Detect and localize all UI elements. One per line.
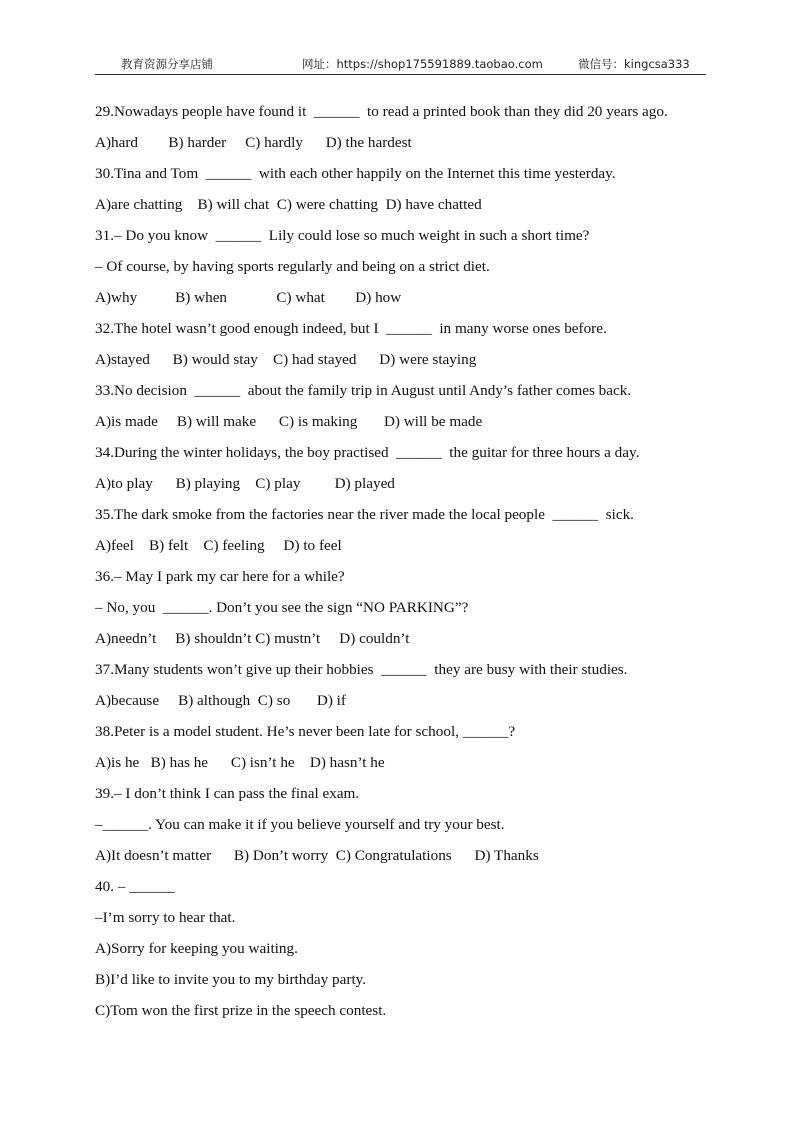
header-website: 网址：https://shop175591889.taobao.com <box>302 57 543 71</box>
question-36-options: A)needn’t B) shouldn’t C) mustn’t D) couldn’t <box>95 630 410 647</box>
question-37-options: A)because B) although C) so D) if <box>95 692 346 709</box>
question-31-options: A)why B) when C) what D) how <box>95 289 402 306</box>
question-38-options: A)is he B) has he C) isn’t he D) hasn’t he <box>95 754 385 771</box>
question-39-response: –______. You can make it if you believe yourself and try your best. <box>95 816 505 833</box>
question-40-option-a: A)Sorry for keeping you waiting. <box>95 940 298 957</box>
header-divider <box>95 74 706 75</box>
question-37-stem: 37.Many students won’t give up their hobbies ______ they are busy with their studies. <box>95 661 628 678</box>
question-29-options: A)hard B) harder C) hardly D) the hardest <box>95 134 412 151</box>
question-36-stem: 36.– May I park my car here for a while? <box>95 568 345 585</box>
page-header <box>95 56 705 74</box>
question-30-options: A)are chatting B) will chat C) were chatting D) have chatted <box>95 196 482 213</box>
question-40-option-b: B)I’d like to invite you to my birthday party. <box>95 971 367 988</box>
question-list <box>95 96 715 1026</box>
question-35-stem: 35.The dark smoke from the factories near the river made the local people ______ sick. <box>95 506 634 523</box>
header-shop-name: 教育资源分享店铺 <box>121 57 213 71</box>
question-40-response: –I’m sorry to hear that. <box>95 909 236 926</box>
question-32-options: A)stayed B) would stay C) had stayed D) were staying <box>95 351 477 368</box>
question-39-options: A)It doesn’t matter B) Don’t worry C) Congratulations D) Thanks <box>95 847 539 864</box>
question-30-stem: 30.Tina and Tom ______ with each other happily on the Internet this time yesterday. <box>95 165 616 182</box>
question-40-stem: 40. – ______ <box>95 878 175 895</box>
question-36-response: – No, you ______. Don’t you see the sign “NO PARKING”? <box>95 599 469 616</box>
question-31-stem: 31.– Do you know ______ Lily could lose so much weight in such a short time? <box>95 227 590 244</box>
question-35-options: A)feel B) felt C) feeling D) to feel <box>95 537 342 554</box>
question-34-options: A)to play B) playing C) play D) played <box>95 475 395 492</box>
question-39-stem: 39.– I don’t think I can pass the final exam. <box>95 785 360 802</box>
question-32-stem: 32.The hotel wasn’t good enough indeed, but I ______ in many worse ones before. <box>95 320 607 337</box>
question-33-options: A)is made B) will make C) is making D) will be made <box>95 413 483 430</box>
question-40-option-c: C)Tom won the first prize in the speech contest. <box>95 1002 387 1019</box>
question-38-stem: 38.Peter is a model student. He’s never been late for school, ______? <box>95 723 516 740</box>
question-29-stem: 29.Nowadays people have found it ______ to read a printed book than they did 20 years ago. <box>95 103 668 120</box>
question-31-response: – Of course, by having sports regularly and being on a strict diet. <box>95 258 490 275</box>
question-33-stem: 33.No decision ______ about the family trip in August until Andy’s father comes back. <box>95 382 632 399</box>
header-wechat: 微信号：kingcsa333 <box>578 57 690 71</box>
question-34-stem: 34.During the winter holidays, the boy practised ______ the guitar for three hours a day. <box>95 444 640 461</box>
